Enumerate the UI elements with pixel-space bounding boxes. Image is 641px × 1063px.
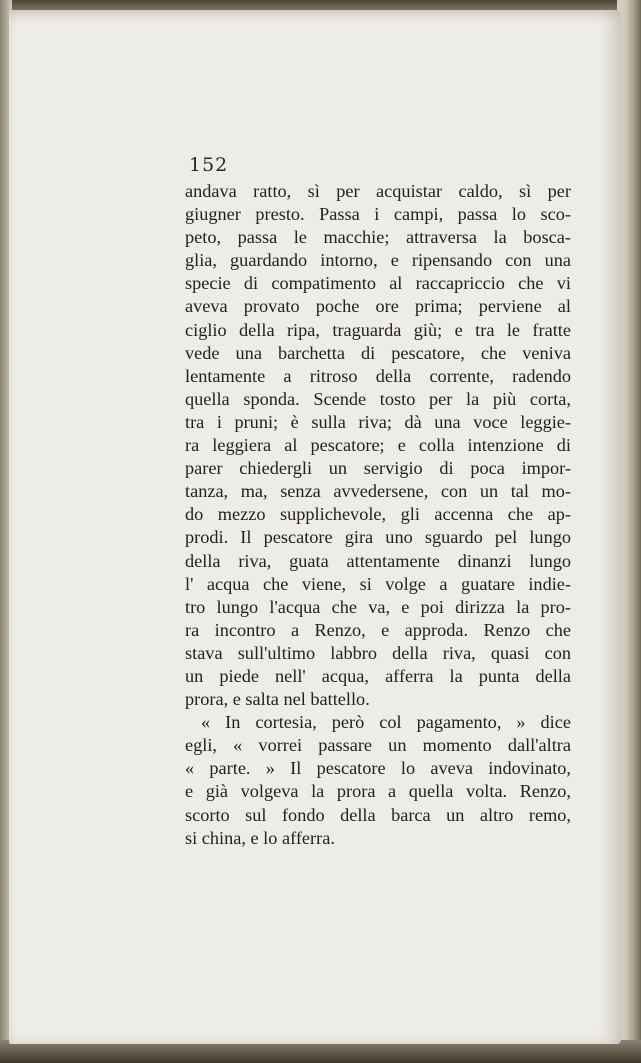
text-line: tanza, ma, senza avvedersene, con un tal mo- <box>185 481 571 502</box>
text-line: prora, e salta nel battello. <box>185 689 370 710</box>
text-line: prodi. Il pescatore gira uno sguardo pel lungo <box>185 527 571 548</box>
text-line: parer chiedergli un servigio di poca impor- <box>185 458 571 479</box>
book-page <box>9 10 621 1044</box>
text-line: giugner presto. Passa i campi, passa lo sco- <box>185 204 571 225</box>
text-line: della riva, guata attentamente dinanzi lungo <box>185 550 571 571</box>
text-line: quella sponda. Scende tosto per la più corta, <box>185 388 571 409</box>
text-line: stava sull'ultimo labbro della riva, quasi con <box>185 642 571 663</box>
text-line: scorto sul fondo della barca un altro remo, <box>185 804 571 825</box>
page-number: 152 <box>189 154 229 176</box>
text-line: l' acqua che viene, si volge a guatare indie- <box>185 573 571 594</box>
text-line: tro lungo l'acqua che va, e poi dirizza la pro- <box>185 596 571 617</box>
text-line: lentamente a ritroso della corrente, radendo <box>185 365 571 386</box>
text-line: si china, e lo afferra. <box>185 827 335 848</box>
text-line: ciglio della ripa, traguarda giù; e tra le fratte <box>185 319 571 340</box>
text-line: egli, « vorrei passare un momento dall'altra <box>185 735 571 756</box>
text-line: ra leggiera al pescatore; e colla intenzione di <box>185 435 571 456</box>
text-line: un piede nell' acqua, afferra la punta della <box>185 665 571 686</box>
text-line: andava ratto, sì per acquistar caldo, sì per <box>185 181 571 201</box>
body-text <box>185 180 571 850</box>
text-line: « In cortesia, però col pagamento, » dice <box>201 712 571 733</box>
text-line: aveva provato poche ore prima; perviene al <box>185 296 571 317</box>
text-line: peto, passa le macchie; attraversa la bosca- <box>185 227 571 248</box>
text-line: ra incontro a Renzo, e approda. Renzo che <box>185 619 571 640</box>
text-line: glia, guardando intorno, e ripensando con una <box>185 250 571 271</box>
text-line: e già volgeva la prora a quella volta. Renzo, <box>185 781 571 802</box>
text-line: do mezzo supplichevole, gli accenna che ap- <box>185 504 571 525</box>
text-line: specie di compatimento al raccapriccio che vi <box>185 273 571 294</box>
text-line: vede una barchetta di pescatore, che veniva <box>185 342 571 363</box>
text-line: « parte. » Il pescatore lo aveva indovinato, <box>185 758 571 779</box>
text-line: tra i pruni; è sulla riva; dà una voce leggie- <box>185 411 571 432</box>
